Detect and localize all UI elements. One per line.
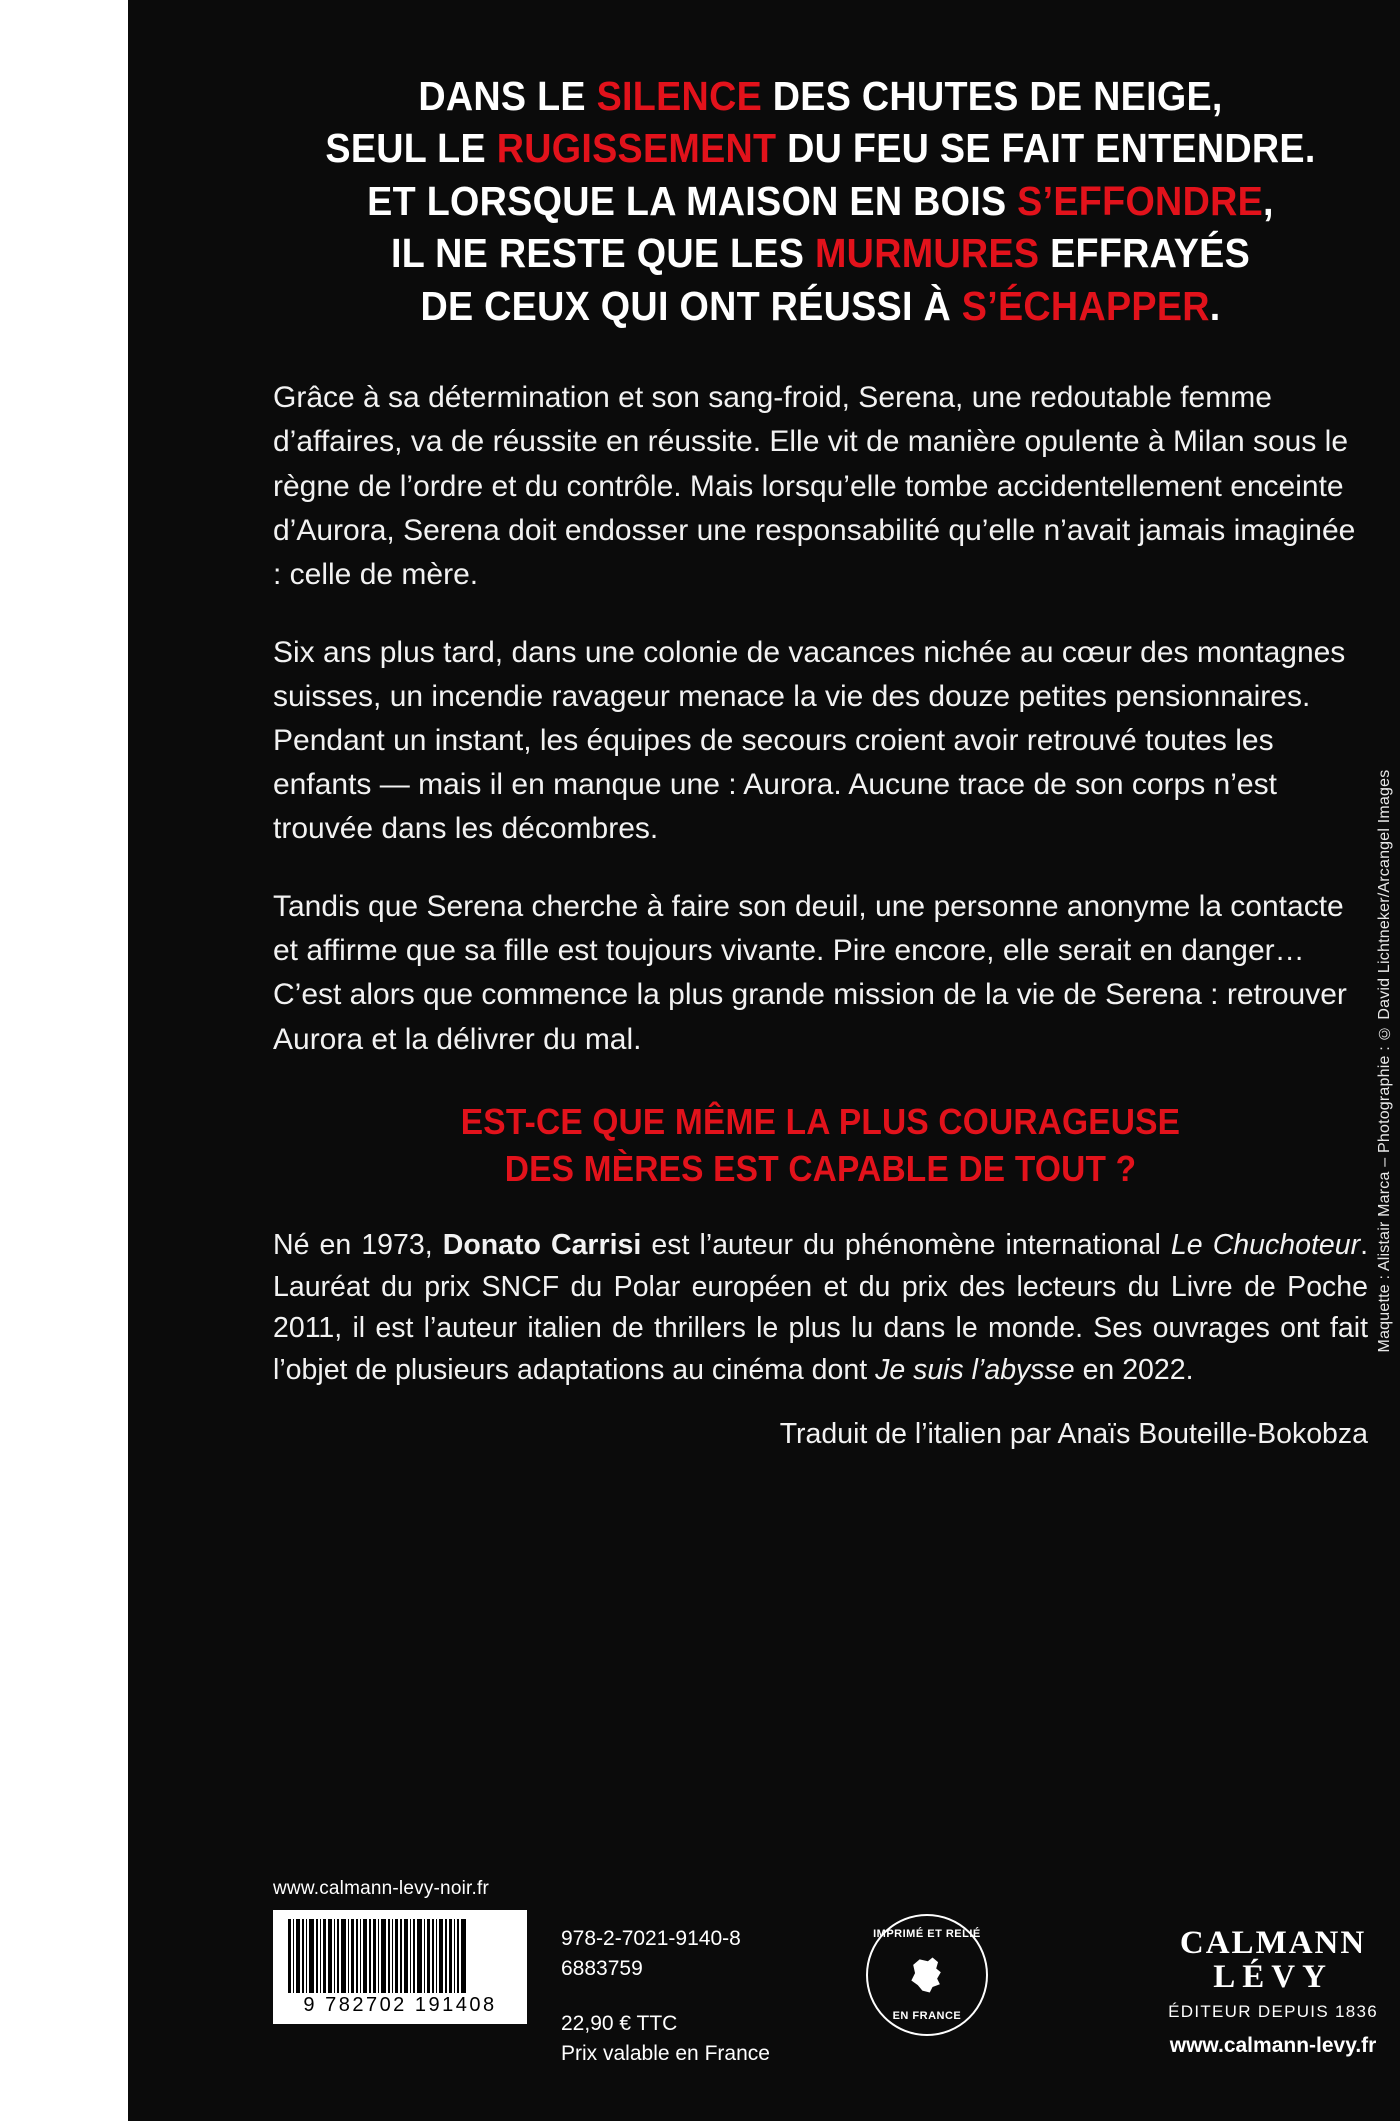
france-map-icon (904, 1952, 950, 1998)
headline-block (317, 70, 1324, 332)
blurb-paragraph-3: Tandis que Serena cherche à faire son deuil, une personne anonyme la contacte et affirme que sa fille est toujours vivante. Pire encore, elle serait en danger… C’est alors que commence la plus grande mission de la vie de Serena : retrouver Aurora et la délivrer du mal. (273, 890, 1347, 1056)
barcode-digits: 9 782702 191408 (303, 1993, 497, 2016)
bio-author-name: Donato Carrisi (442, 1228, 642, 1261)
isbn-number: 978-2-7021-9140-8 (561, 1926, 741, 1950)
price: 22,90 € TTC (561, 2012, 678, 2036)
publisher-logo (1168, 1910, 1378, 2058)
bio-part-1: Né en 1973, (273, 1228, 443, 1261)
blurb-block (273, 376, 1368, 1061)
cover-panel (128, 0, 1400, 2121)
footer-block (273, 1878, 1378, 2069)
blurb-paragraph-2: Six ans plus tard, dans une colonie de vacances nichée au cœur des montagnes suisses, un incendie ravageur menace la vie des douze petites pensionnaires. Pendant un instant, les équipes de secours croient avoir retrouvé toutes les enfants — mais il en manque une : Aurora. Aucune trace de son corps n’est trouvée dans les décombres. (273, 635, 1346, 846)
bio-book-title-1: Le Chuchoteur (1170, 1228, 1361, 1261)
cover-content (273, 70, 1368, 1451)
headline-line-1: DANS LE SILENCE DES CHUTES DE NEIGE, (418, 73, 1223, 119)
headline-line-2: SEUL LE RUGISSEMENT DU FEU SE FAIT ENTENDRE. (325, 125, 1316, 172)
tagline-line-1: EST-CE QUE MÊME LA PLUS COURAGEUSE (460, 1100, 1181, 1142)
photo-credit-vertical: Maquette : Alistair Marca – Photographie : © David Lichtneker/Arcangel Images (1376, 769, 1393, 1352)
headline-line-5: DE CEUX QUI ONT RÉUSSI À S’ÉCHAPPER. (420, 282, 1221, 329)
isbn-column (561, 1910, 770, 2069)
stamp-top-text: IMPRIMÉ ET RELIÉ (873, 1927, 981, 1940)
headline-line-3: ET LORSQUE LA MAISON EN BOIS S’EFFONDRE, (367, 177, 1274, 224)
barcode (273, 1910, 527, 2024)
bio-part-4: en 2022. (1074, 1354, 1194, 1387)
publisher-name-line-1: CALMANN (1179, 1924, 1367, 1961)
footer-row (273, 1910, 1378, 2069)
publisher-name (1168, 1926, 1378, 1995)
bio-part-3: . Lauréat du prix SNCF du Polar européen et du prix des lecteurs du Livre de Poche 2011, il est l’auteur italien de thrillers le plus lu dans le monde. Ses ouvrages ont fait l’objet de plusieurs adaptations au cinéma dont (273, 1228, 1368, 1387)
publisher-website[interactable]: www.calmann-levy.fr (1169, 2034, 1377, 2058)
blurb-paragraph-1: Grâce à sa détermination et son sang-froid, Serena, une redoutable femme d’affaires, va de réussite en réussite. Elle vit de manière opulente à Milan sous le règne de l’ordre et du contrôle. Mais lorsqu’elle tombe accidentellement enceinte d’Aurora, Serena doit endosser une responsabilité qu’elle n’avait jamais imaginée : celle de mère. (273, 381, 1356, 591)
noir-site-url[interactable]: www.calmann-levy-noir.fr (273, 1877, 489, 1899)
headline-line-4: IL NE RESTE QUE LES MURMURES EFFRAYÉS (390, 230, 1251, 277)
printed-in-france-stamp (866, 1914, 988, 2036)
publisher-name-line-2: LÉVY (1213, 1959, 1333, 1996)
tagline-line-2: DES MÈRES EST CAPABLE DE TOUT ? (504, 1148, 1137, 1190)
product-ref: 6883759 (561, 1956, 643, 1980)
author-bio (273, 1225, 1368, 1393)
bio-book-title-2: Je suis l’abysse (875, 1354, 1075, 1387)
translator-credit: Traduit de l’italien par Anaïs Bouteille-Bokobza (779, 1418, 1368, 1451)
barcode-bars (288, 1919, 512, 1993)
price-note: Prix valable en France (561, 2042, 770, 2066)
publisher-tagline: ÉDITEUR DEPUIS 1836 (1168, 2002, 1378, 2022)
tagline-block (311, 1098, 1329, 1193)
stamp-bottom-text: EN FRANCE (892, 2009, 962, 2022)
bio-part-2: est l’auteur du phénomène international (641, 1228, 1171, 1261)
